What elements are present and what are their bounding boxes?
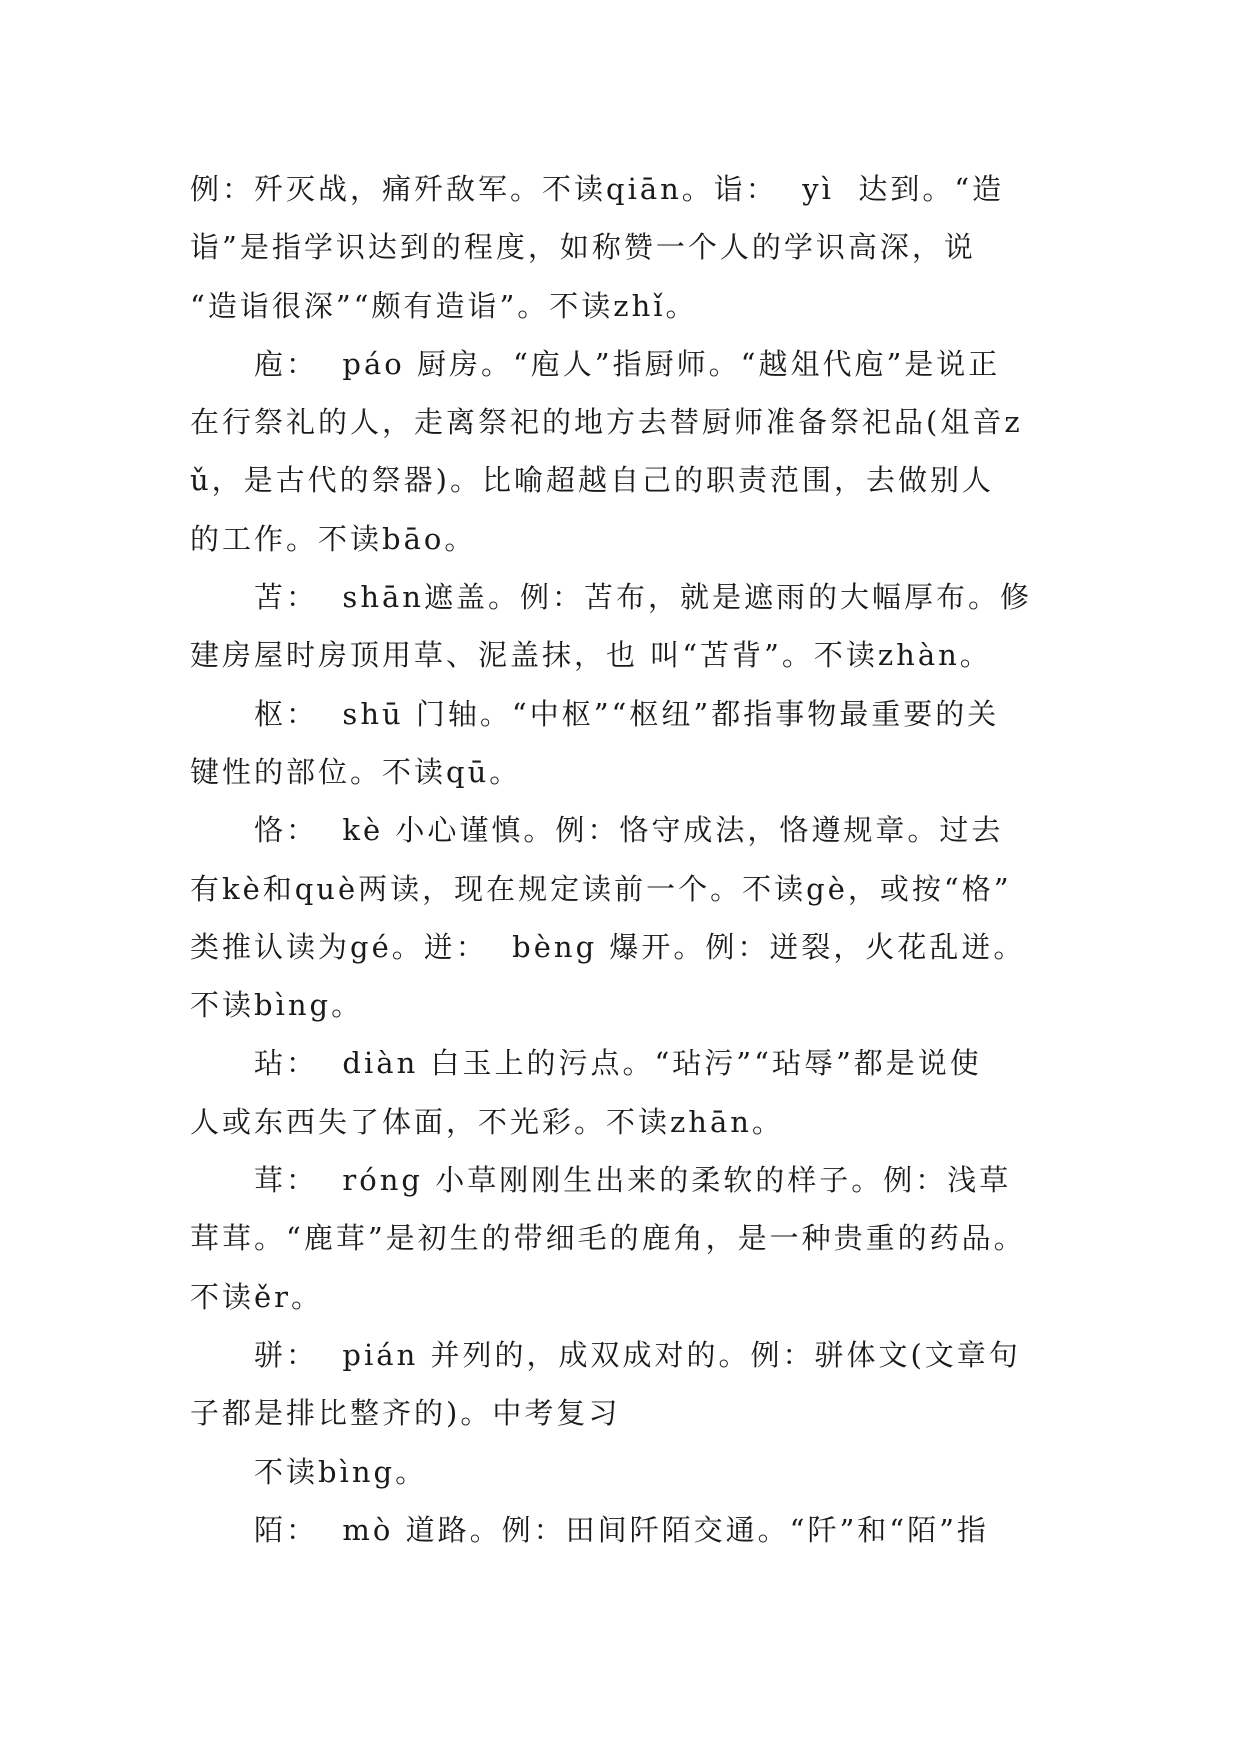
text-line: 不读bìng。 <box>190 988 364 1023</box>
text-line: 苫： shān遮盖。例：苫布，就是遮雨的大幅厚布。修 <box>254 580 1032 615</box>
text-line: 庖： páo 厨房。“庖人”指厨师。“越俎代庖”是说正 <box>254 346 1001 381</box>
text-line: 建房屋时房顶用草、泥盖抹，也 叫“苫背”。不读zhàn。 <box>190 638 992 673</box>
text-line: 玷： diàn 白玉上的污点。“玷污”“玷辱”都是说使 <box>254 1046 982 1081</box>
text-line: 不读ěr。 <box>190 1279 324 1314</box>
text-line: 例：歼灭战，痛歼敌军。不读qiān。诣： yì 达到。“造 <box>190 172 1005 206</box>
text-line: 的工作。不读bāo。 <box>190 521 477 556</box>
text-line: 不读bìng。 <box>254 1454 428 1489</box>
text-line: 骈： pián 并列的，成双成对的。例：骈体文(文章句 <box>254 1337 1021 1372</box>
text-line: 人或东西失了体面，不光彩。不读zhān。 <box>190 1104 784 1139</box>
document-body <box>190 160 1050 1559</box>
text-line: 茸： róng 小草刚刚生出来的柔软的样子。例：浅草 <box>254 1163 1012 1198</box>
text-line: 键性的部位。不读qū。 <box>190 754 522 789</box>
text-line: 有kè和què两读，现在规定读前一个。不读gè，或按“格” <box>190 871 1012 906</box>
text-line: 类推认读为gé。迸： bèng 爆开。例：迸裂，火花乱迸。 <box>190 929 1026 964</box>
text-line: 诣”是指学识达到的程度，如称赞一个人的学识高深，说 <box>190 230 976 265</box>
text-line: ǔ，是古代的祭器)。比喻超越自己的职责范围，去做别人 <box>190 463 994 498</box>
text-line: 恪： kè 小心谨慎。例：恪守成法，恪遵规章。过去 <box>254 813 1004 848</box>
text-line: 枢： shū 门轴。“中枢”“枢纽”都指事物最重要的关 <box>254 696 1000 731</box>
text-line: 子都是排比整齐的)。中考复习 <box>190 1396 621 1431</box>
text-line: 在行祭礼的人，走离祭祀的地方去替厨师准备祭祀品(俎音z <box>190 405 1023 440</box>
text-line: 陌： mò 道路。例：田间阡陌交通。“阡”和“陌”指 <box>254 1512 989 1547</box>
text-line: 茸茸。“鹿茸”是初生的带细毛的鹿角，是一种贵重的药品。 <box>190 1221 1026 1256</box>
text-line: “造诣很深”“颇有造诣”。不读zhǐ。 <box>190 288 698 323</box>
